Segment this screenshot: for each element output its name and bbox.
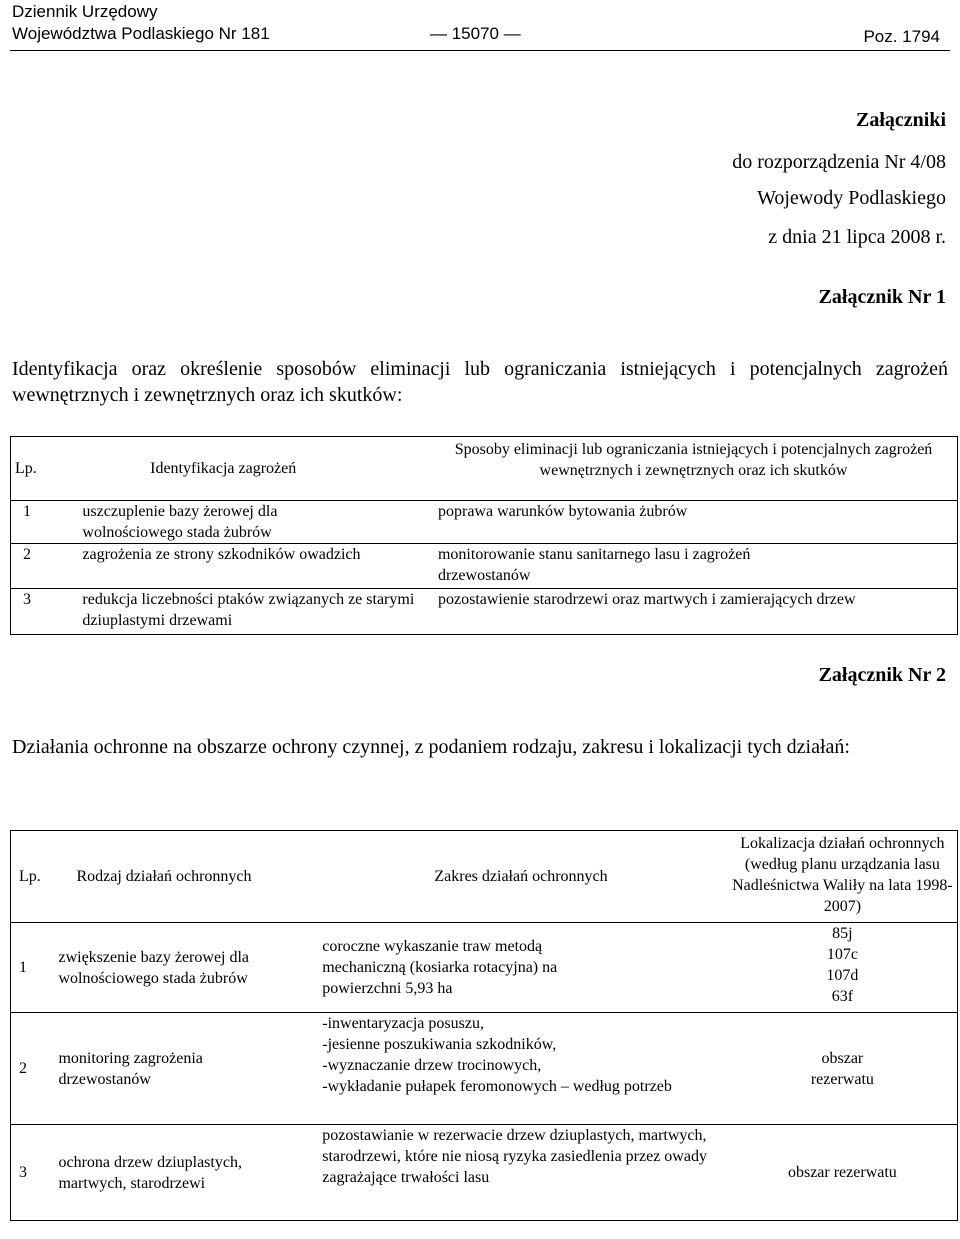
row-methods: poprawa warunków bytowania żubrów xyxy=(430,501,958,544)
methods-header: Sposoby eliminacji lub ograniczania istniejących i potencjalnych zagrożeń wewnętrznych i zewnętrznych oraz ich skutków xyxy=(454,441,933,479)
lp-header: Lp. xyxy=(15,460,37,477)
scope-header: Zakres działań ochronnych xyxy=(434,868,608,885)
table-row xyxy=(11,589,958,635)
row-lp: 2 xyxy=(11,1013,55,1125)
row-methods: pozostawienie starodrzewi oraz martwych i zamierających drzew xyxy=(430,589,958,635)
row-type: zwiększenie bazy żerowej dla wolnościowego stada żubrów xyxy=(54,923,316,1013)
row-lp: 3 xyxy=(11,589,75,635)
governor-line: Wojewody Podlaskiego xyxy=(757,187,946,209)
table-row xyxy=(11,501,958,544)
journal-title: Dziennik Urzędowy xyxy=(12,2,158,21)
annex2-intro: Działania ochronne na obszarze ochrony czynnej, z podaniem rodzaju, zakresu i lokalizacji tych działań: xyxy=(12,736,850,758)
type-header: Rodzaj działań ochronnych xyxy=(76,868,252,885)
table-row xyxy=(11,544,958,589)
table-row xyxy=(11,1013,958,1125)
header-divider xyxy=(10,50,950,51)
annex1-title: Załącznik Nr 1 xyxy=(818,286,946,308)
row-location: 85j 107c 107d 63f xyxy=(728,923,958,1013)
attachments-title: Załączniki xyxy=(855,109,946,131)
row-lp: 3 xyxy=(11,1125,55,1221)
page-number: — 15070 — xyxy=(430,24,521,43)
row-type: monitoring zagrożenia drzewostanów xyxy=(54,1013,316,1125)
regulation-line: do rozporządzenia Nr 4/08 xyxy=(732,151,946,173)
row-scope: -inwentaryzacja posuszu, -jesienne poszukiwania szkodników, -wyznaczanie drzew trocinowych, -wykładanie pułapek feromonowych – według potrzeb xyxy=(316,1013,728,1125)
position-number: Poz. 1794 xyxy=(863,27,940,46)
row-location: obszar rezerwatu xyxy=(728,1125,958,1221)
row-identification: zagrożenia ze strony szkodników owadzich xyxy=(74,544,430,589)
row-lp: 2 xyxy=(11,544,75,589)
date-line: z dnia 21 lipca 2008 r. xyxy=(768,226,946,248)
location-header: Lokalizacja działań ochronnych (według planu urządzania lasu Nadleśnictwa Waliły na lata 1998-2007) xyxy=(732,835,953,915)
threats-table xyxy=(10,436,958,635)
row-scope: coroczne wykaszanie traw metodą mechaniczną (kosiarka rotacyjna) na powierzchni 5,93 ha xyxy=(316,923,728,1013)
protection-actions-table xyxy=(10,830,958,1221)
journal-subtitle: Województwa Podlaskiego Nr 181 xyxy=(12,24,270,43)
identification-header: Identyfikacja zagrożeń xyxy=(150,460,297,477)
row-type: ochrona drzew dziuplastych, martwych, starodrzewi xyxy=(54,1125,316,1221)
row-location: obszar rezerwatu xyxy=(728,1013,958,1125)
row-lp: 1 xyxy=(11,501,75,544)
row-identification: redukcja liczebności ptaków związanych ze starymi dziuplastymi drzewami xyxy=(74,589,430,635)
table-row xyxy=(11,923,958,1013)
annex1-intro: Identyfikacja oraz określenie sposobów eliminacji lub ograniczania istniejących i potencjalnych zagrożeń wewnętrznych i zewnętrznych oraz ich skutków: xyxy=(12,358,948,406)
row-lp: 1 xyxy=(11,923,55,1013)
table-header-row xyxy=(11,831,958,923)
row-scope: pozostawianie w rezerwacie drzew dziuplastych, martwych, starodrzewi, które nie niosą ryzyka zasiedlenia przez owady zagrażające trwałości lasu xyxy=(316,1125,728,1221)
lp-header: Lp. xyxy=(19,868,41,885)
row-identification: uszczuplenie bazy żerowej dla wolnościowego stada żubrów xyxy=(74,501,430,544)
table-row xyxy=(11,1125,958,1221)
annex2-title: Załącznik Nr 2 xyxy=(818,664,946,686)
table-header-row xyxy=(11,437,958,501)
row-methods: monitorowanie stanu sanitarnego lasu i zagrożeń drzewostanów xyxy=(430,544,958,589)
